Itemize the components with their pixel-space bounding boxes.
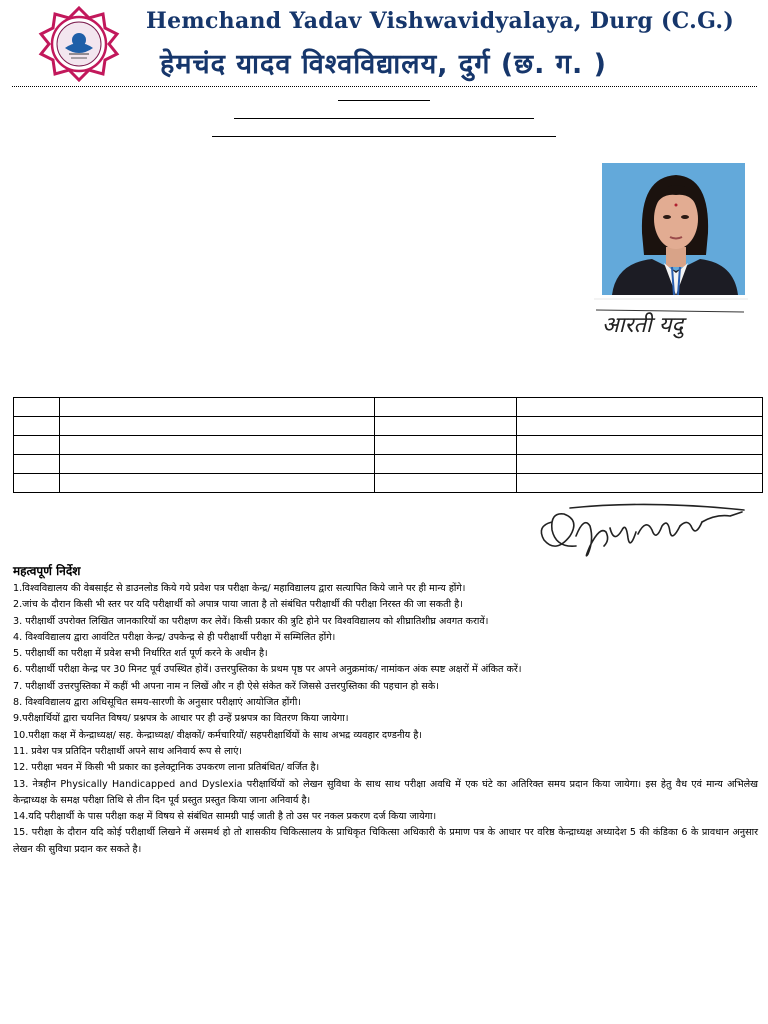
table-row: [14, 474, 763, 493]
title-rule-1: [338, 100, 430, 101]
table-cell: [375, 455, 517, 474]
candidate-signature: [594, 298, 748, 350]
table-cell: [14, 455, 60, 474]
candidate-photo: [602, 163, 745, 295]
table-cell: [60, 436, 375, 455]
header-divider: [12, 86, 757, 87]
instruction-item: 9.परीक्षार्थियों द्वारा चयनित विषय/ प्रश्नपत्र के आधार पर ही उन्हें प्रश्नपत्र का वितरण किया जायेगा।: [13, 713, 349, 725]
table-cell: [375, 417, 517, 436]
instruction-item: 11. प्रवेश पत्र प्रतिदिन परीक्षार्थी अपने साथ अनिवार्य रूप से लाएं।: [13, 745, 243, 757]
table-cell: [60, 398, 375, 417]
instruction-item: 5. परीक्षार्थी का परीक्षा में प्रवेश सभी निर्धारित शर्त पूर्ण करने के अधीन है।: [13, 648, 268, 660]
instruction-item: 15. परीक्षा के दौरान यदि कोई परीक्षार्थी लिखने में असमर्थ हो तो शासकीय चिकित्सालय के प्राधिकृत चिकित्सा अधिकारी के प्रमाण पत्र के आधार पर वरिष्ठ केन्द्राध्यक्ष अध्यादेश 5 की कंडिका 6 के प्रावधान अनुसार लेखन की सुविधा प्रदान कर सकते है।: [13, 827, 758, 855]
title-rule-3: [212, 136, 556, 137]
table-cell: [14, 398, 60, 417]
university-name-hi: हेमचंद यादव विश्वविद्यालय, दुर्ग (छ. ग. ): [160, 49, 607, 80]
table-cell: [517, 436, 763, 455]
table-cell: [375, 436, 517, 455]
authority-signature-icon: [530, 496, 750, 562]
table-cell: [375, 474, 517, 493]
table-row: [14, 398, 763, 417]
table-cell: [517, 398, 763, 417]
instruction-item: 1.विश्वविद्यालय की वेबसाईट से डाउनलोड किये गये प्रवेश पत्र परीक्षा केन्द्र/ महाविद्यालय द्वारा सत्यापित किये जाने पर ही मान्य होंगे।: [13, 583, 466, 594]
university-name-en: Hemchand Yadav Vishwavidyalaya, Durg (C.G.): [146, 8, 735, 34]
table-cell: [517, 474, 763, 493]
instruction-item: 10.परीक्षा कक्ष में केन्द्राध्यक्ष/ सह. केन्द्राध्यक्ष/ वीक्षकों/ कर्मचारियों/ सहपरीक्षार्थियों के साथ अभद्र व्यवहार दण्डनीय है।: [13, 729, 422, 741]
marks-table: [13, 397, 763, 493]
instructions-section: [13, 562, 758, 858]
instructions-list: [13, 581, 758, 858]
table-row: [14, 455, 763, 474]
table-cell: [517, 417, 763, 436]
instruction-item: 2.जांच के दौरान किसी भी स्तर पर यदि परीक्षार्थी को अपात्र पाया जाता है तो संबंधित परीक्षार्थी की परीक्षा निरस्त की जा सकती है।: [13, 599, 463, 611]
page-header: [0, 0, 768, 90]
table-cell: [60, 474, 375, 493]
instruction-item: 13. नेत्रहीन Physically Handicapped and Dyslexia परीक्षार्थियों को लेखन सुविधा के साथ साथ परीक्षा अवधि में एक घंटे का अतिरिक्त समय प्रदान किया जायेगा। इस हेतु वैध एवं मान्य अभिलेख केन्द्राध्यक्ष के समक्ष परीक्षा तिथि से तीन दिन पूर्व प्रस्तुत प्रस्तुत किया जाना अनिवार्य है।: [13, 778, 758, 806]
table-cell: [14, 417, 60, 436]
candidate-signature-text: आरती यदु: [602, 313, 684, 338]
instruction-item: 7. परीक्षार्थी उत्तरपुस्तिका में कहीं भी अपना नाम न लिखें और न ही ऐसे संकेत करें जिससे उत्तरपुस्तिका की पहचान हो सके।: [13, 680, 439, 692]
table-cell: [60, 455, 375, 474]
table-row: [14, 417, 763, 436]
instruction-item: 6. परीक्षार्थी परीक्षा केन्द्र पर 30 मिनट पूर्व उपस्थित होवें। उत्तरपुस्तिका के प्रथम पृष्ठ पर अपने अनुक्रमांक/ नामांकन अंक स्पष्ट अक्षरों में अंकित करें।: [13, 664, 522, 676]
table-cell: [517, 455, 763, 474]
table-row: [14, 436, 763, 455]
instruction-item: 8. विश्वविद्यालय द्वारा अधिसूचित समय-सारणी के अनुसार परीक्षाएं आयोजित होंगी।: [13, 697, 301, 709]
table-cell: [14, 436, 60, 455]
table-cell: [60, 417, 375, 436]
university-seal-icon: [22, 6, 136, 82]
instructions-heading: महत्वपूर्ण निर्देश: [13, 564, 81, 578]
instruction-item: 3. परीक्षार्थी उपरोक्त लिखित जानकारियों का परीक्षण कर लेवें। किसी प्रकार की त्रुटि होने पर विश्वविद्यालय को शीघ्रातिशीघ्र अवगत करावें।: [13, 615, 489, 627]
instruction-item: 14.यदि परीक्षार्थी के पास परीक्षा कक्ष में विषय से संबंधित सामग्री पाई जाती है तो उस पर नकल प्रकरण दर्ज किया जायेगा।: [13, 811, 437, 823]
instruction-item: 4. विश्वविद्यालय द्वारा आवंटित परीक्षा केन्द्र/ उपकेन्द्र से ही परीक्षार्थी परीक्षा में सम्मिलित होंगे।: [13, 631, 336, 643]
instruction-item: 12. परीक्षा भवन में किसी भी प्रकार का इलेक्ट्रानिक उपकरण लाना प्रतिबंधित/ वर्जित है।: [13, 762, 320, 774]
title-rule-2: [234, 118, 534, 119]
table-cell: [375, 398, 517, 417]
table-cell: [14, 474, 60, 493]
